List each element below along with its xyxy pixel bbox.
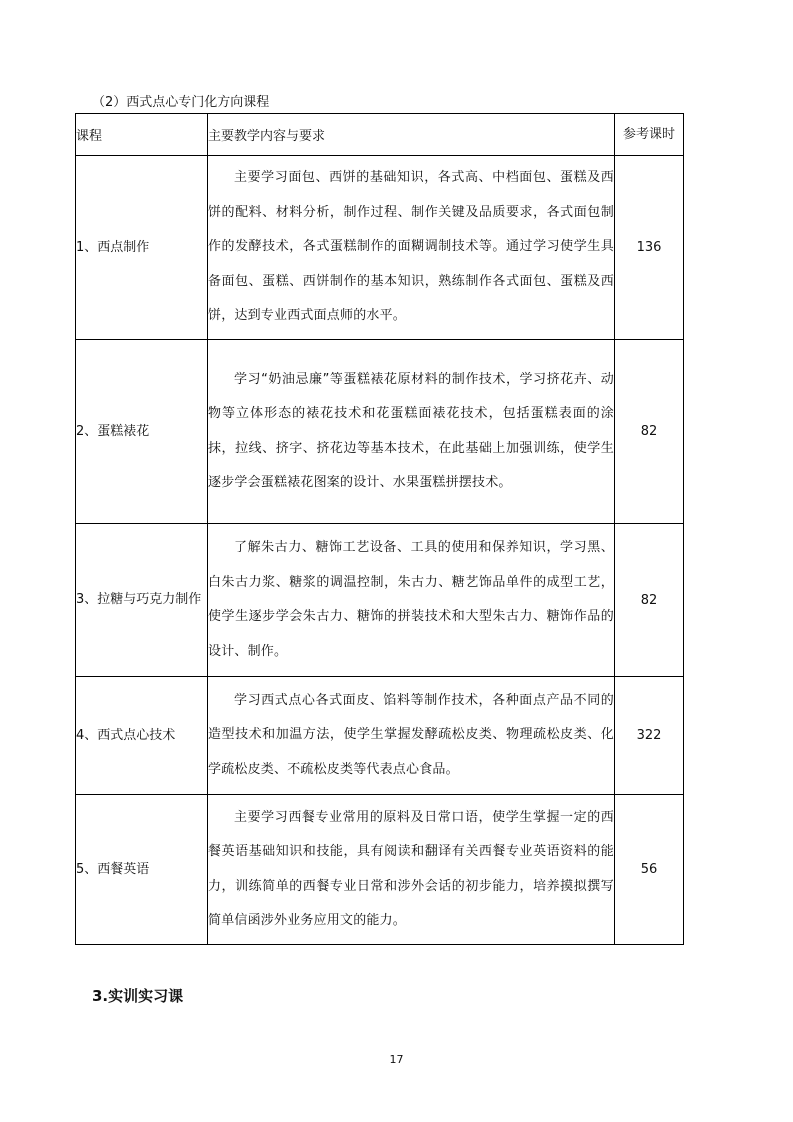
table-header-row	[76, 114, 684, 156]
course-name: 3、拉糖与巧克力制作	[76, 524, 208, 677]
page-number: 17	[389, 1053, 404, 1066]
table-caption: （2）西式点心专门化方向课程	[92, 95, 270, 110]
course-hours: 56	[615, 795, 684, 945]
course-content: 学习西式点心各式面皮、馅料等制作技术，各种面点产品不同的造型技术和加温方法，使学生掌握发酵疏松皮类、物理疏松皮类、化学疏松皮类、不疏松皮类等代表点心食品。	[208, 677, 615, 795]
table-row	[76, 524, 684, 677]
course-content: 主要学习面包、西饼的基础知识，各式高、中档面包、蛋糕及西饼的配料、材料分析，制作过程、制作关键及品质要求，各式面包制作的发酵技术，各式蛋糕制作的面糊调制技术等。通过学习使学生具备面包、蛋糕、西饼制作的基本知识，熟练制作各式面包、蛋糕及西饼，达到专业西式面点师的水平。	[208, 156, 615, 340]
course-hours: 82	[615, 340, 684, 524]
course-hours: 322	[615, 677, 684, 795]
course-name: 1、西点制作	[76, 156, 208, 340]
course-content: 了解朱古力、糖饰工艺设备、工具的使用和保养知识，学习黑、白朱古力浆、糖浆的调温控制，朱古力、糖艺饰品单件的成型工艺，使学生逐步学会朱古力、糖饰的拼装技术和大型朱古力、糖饰作品的设计、制作。	[208, 524, 615, 677]
course-table	[75, 113, 684, 945]
section-title: 3.实训实习课	[92, 987, 184, 1005]
course-name: 5、西餐英语	[76, 795, 208, 945]
course-name: 4、西式点心技术	[76, 677, 208, 795]
header-course: 课程	[76, 114, 208, 156]
course-content: 主要学习西餐专业常用的原料及日常口语，使学生掌握一定的西餐英语基础知识和技能，具有阅读和翻译有关西餐专业英语资料的能力，训练简单的西餐专业日常和涉外会话的初步能力，培养摸拟撰写简单信函涉外业务应用文的能力。	[208, 795, 615, 945]
header-hours: 参考课时	[615, 114, 684, 156]
table-row	[76, 340, 684, 524]
course-hours: 82	[615, 524, 684, 677]
header-content: 主要教学内容与要求	[208, 114, 615, 156]
table-row	[76, 677, 684, 795]
table-row	[76, 795, 684, 945]
table-row	[76, 156, 684, 340]
course-name: 2、蛋糕裱花	[76, 340, 208, 524]
course-hours: 136	[615, 156, 684, 340]
course-content: 学习“奶油忌廉”等蛋糕裱花原材料的制作技术，学习挤花卉、动物等立体形态的裱花技术和花蛋糕面裱花技术，包括蛋糕表面的涂抹，拉线、挤字、挤花边等基本技术，在此基础上加强训练，使学生逐步学会蛋糕裱花图案的设计、水果蛋糕拼摆技术。	[208, 340, 615, 524]
